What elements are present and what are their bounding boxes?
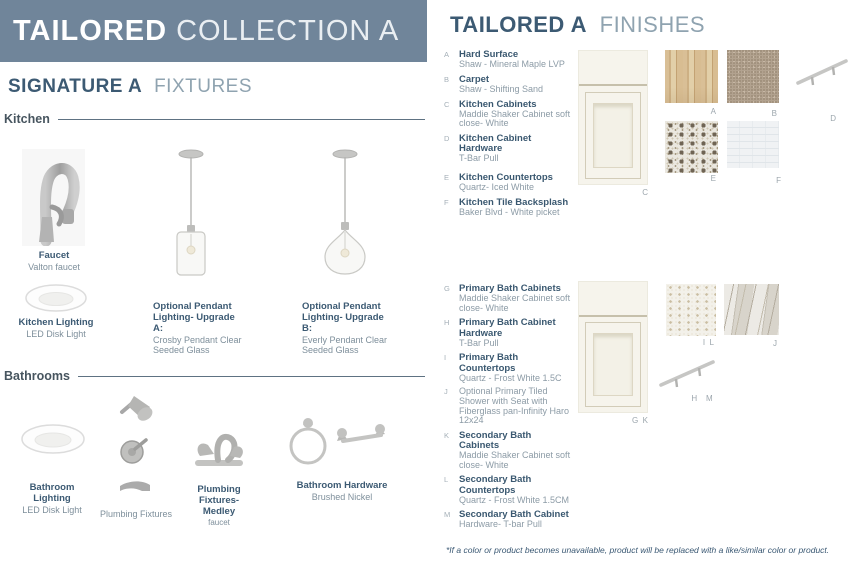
finish-key: A (444, 50, 450, 59)
finish-title: Hard Surface (459, 49, 519, 60)
pendant-a-title: Optional Pendant Lighting- Upgrade A: (153, 301, 235, 334)
finish-key: K (444, 430, 450, 440)
swatch-label-e: E (710, 174, 716, 183)
fixtures-section-title (8, 76, 252, 98)
tbar-pull-kitchen-icon (794, 52, 850, 92)
faucet-label (10, 251, 98, 272)
finish-title: Primary Bath Countertops (459, 352, 519, 374)
medley-faucet-icon (188, 412, 250, 470)
swatch-label-b: B (771, 109, 777, 118)
swatch-label-c: C (642, 188, 648, 197)
finish-item-c (444, 100, 574, 129)
bathroom-lighting-subtitle: LED Disk Light (22, 504, 82, 515)
faucet-title: Faucet (38, 250, 70, 261)
finish-key: G (444, 284, 450, 293)
cabinet-door-frame (585, 92, 641, 178)
kitchen-countertop-swatch (665, 121, 718, 173)
kitchen-divider (4, 112, 425, 126)
finishes-title-bold: TAILORED A (450, 12, 587, 37)
finish-item-h (444, 318, 574, 348)
finish-item-m (444, 510, 574, 530)
plumbing-faucet-line2: Fixtures-Medley (198, 494, 240, 517)
finish-subtitle: Optional Primary Tiled Shower with Seat with Fiberglass pan-Infinity Haro 12x24 (459, 386, 570, 426)
finish-title: Kitchen Tile Backsplash (459, 196, 569, 208)
pendant-a-label (153, 302, 243, 355)
carpet-swatch (727, 50, 779, 103)
finish-key: I (444, 353, 447, 363)
pendant-a-subtitle: Crosby Pendant Clear Seeded Glass (153, 334, 242, 356)
footnote: *If a color or product becomes unavailable, product will be replaced with a like/similar color or product. (446, 545, 830, 555)
pendant-b-label (302, 302, 394, 355)
finish-item-b (444, 75, 574, 95)
cabinet-drawer (579, 51, 647, 86)
bathroom-hardware-label (292, 481, 392, 502)
finish-title: Secondary Bath Cabinet (459, 509, 569, 521)
finish-item-f (444, 198, 574, 218)
finish-title: Kitchen Cabinet Hardware (459, 132, 532, 155)
kitchen-disk-light-icon (24, 279, 88, 317)
banner-title-bold: TAILORED (13, 14, 168, 47)
shower-tile-swatch (724, 284, 779, 335)
cabinet-drawer (579, 282, 647, 317)
finish-subtitle: Maddie Shaker Cabinet soft close- White (459, 293, 571, 313)
finish-item-e (444, 173, 574, 193)
kitchen-lighting-title: Kitchen Lighting (18, 317, 94, 328)
finish-key: L (444, 475, 449, 485)
swatch-label-d: D (830, 114, 836, 123)
fixtures-title-bold: SIGNATURE A (8, 76, 143, 97)
bath-cabinet-swatch (578, 281, 648, 413)
bath-countertop-swatch (666, 284, 716, 336)
plumbing-fixtures-title: Plumbing Fixtures (99, 509, 173, 519)
finish-title: Secondary Bath Countertops (459, 474, 532, 496)
finish-title: Primary Bath Cabinet Hardware (459, 317, 556, 339)
finish-item-d (444, 134, 574, 164)
bathrooms-divider-line (78, 376, 425, 377)
bathroom-lighting-title: Bathroom Lighting (29, 482, 75, 504)
finish-subtitle: Baker Blvd - White picket (459, 206, 560, 217)
finish-item-a (444, 50, 574, 70)
finish-item-j (444, 387, 574, 426)
faucet-icon (22, 149, 85, 246)
finish-key: M (444, 510, 451, 520)
bathroom-hardware-subtitle: Brushed Nickel (311, 491, 373, 502)
bathroom-hardware-title: Bathroom Hardware (296, 480, 388, 491)
finish-title: Kitchen Cabinets (459, 98, 537, 110)
finish-key: C (444, 99, 450, 109)
kitchen-lighting-label (14, 318, 98, 339)
finish-item-k (444, 431, 574, 471)
fixtures-title-light: FIXTURES (154, 76, 253, 97)
finishes-list-kitchen (444, 50, 574, 222)
kitchen-cabinet-swatch (578, 50, 648, 185)
pendant-b-title: Optional Pendant Lighting- Upgrade B: (302, 301, 384, 334)
finish-subtitle: Quartz - Frost White 1.5C (459, 372, 562, 383)
swatch-label-f: F (776, 176, 781, 185)
finish-subtitle: Quartz - Frost White 1.5CM (459, 494, 570, 505)
swatch-label-j: J (773, 339, 777, 348)
towel-ring-icon (286, 415, 330, 469)
plumbing-faucet-label (186, 485, 252, 527)
finishes-title-light: FINISHES (599, 12, 706, 37)
swatch-label-i-l: I L (702, 338, 714, 347)
swatch-label-g-k: G K (631, 416, 648, 425)
swatch-label-a: A (710, 107, 716, 116)
cabinet-door-panel (593, 103, 633, 167)
finish-title: Carpet (459, 73, 490, 85)
kitchen-faucet-image (22, 149, 85, 246)
bathrooms-divider (4, 369, 425, 383)
finish-key: E (444, 172, 450, 182)
finish-key: F (444, 197, 449, 207)
tbar-pull-bath-icon (656, 352, 718, 394)
finish-key: B (444, 74, 450, 84)
finish-subtitle: Maddie Shaker Cabinet soft close- White (459, 108, 571, 129)
finish-key: J (444, 387, 448, 397)
bathroom-disk-light-icon (20, 418, 86, 460)
faucet-subtitle: Valton faucet (28, 261, 80, 272)
pendant-b-subtitle: Everly Pendant Clear Seeded Glass (302, 334, 388, 356)
kitchen-section-label: Kitchen (4, 112, 50, 126)
plumbing-fixtures-label (98, 509, 174, 519)
pendant-a-icon (156, 146, 226, 278)
kitchen-backsplash-swatch (727, 121, 779, 168)
finishes-section-title (450, 12, 705, 38)
finish-item-i (444, 353, 574, 383)
cabinet-door-frame (585, 322, 641, 407)
finish-subtitle: T-Bar Pull (459, 153, 499, 164)
banner-title-light: COLLECTION A (176, 14, 400, 47)
cabinet-door-panel (593, 333, 633, 396)
plumbing-faucet-line3: faucet (208, 517, 230, 527)
finishes-list-bath (444, 284, 574, 535)
page-banner (0, 0, 427, 62)
bathrooms-section-label: Bathrooms (4, 369, 70, 383)
plumbing-faucet-line1: Plumbing (197, 484, 241, 495)
finish-subtitle: Quartz- Iced White (459, 182, 535, 193)
toilet-paper-holder-icon (331, 421, 391, 461)
finish-key: H (444, 318, 450, 328)
finish-subtitle: Hardware- T-bar Pull (459, 519, 542, 530)
finish-subtitle: Shaw - Mineral Maple LVP (459, 59, 565, 70)
finish-key: D (444, 133, 450, 143)
kitchen-divider-line (58, 119, 425, 120)
finish-title: Secondary Bath Cabinets (459, 429, 532, 451)
swatch-label-h-m: H M (691, 394, 713, 403)
finish-subtitle: Shaw - Shifting Sand (459, 83, 544, 94)
kitchen-lighting-subtitle: LED Disk Light (26, 328, 86, 339)
finish-item-g (444, 284, 574, 313)
finish-item-l (444, 475, 574, 505)
pendant-b-icon (310, 146, 380, 278)
bathroom-lighting-label (13, 483, 91, 515)
hard-surface-swatch (665, 50, 718, 103)
shower-set-icon (112, 390, 164, 496)
finish-title: Kitchen Countertops (459, 171, 553, 183)
finish-title: Primary Bath Cabinets (459, 283, 561, 294)
finish-subtitle: T-Bar Pull (459, 337, 499, 348)
finish-subtitle: Maddie Shaker Cabinet soft close- White (459, 450, 571, 470)
